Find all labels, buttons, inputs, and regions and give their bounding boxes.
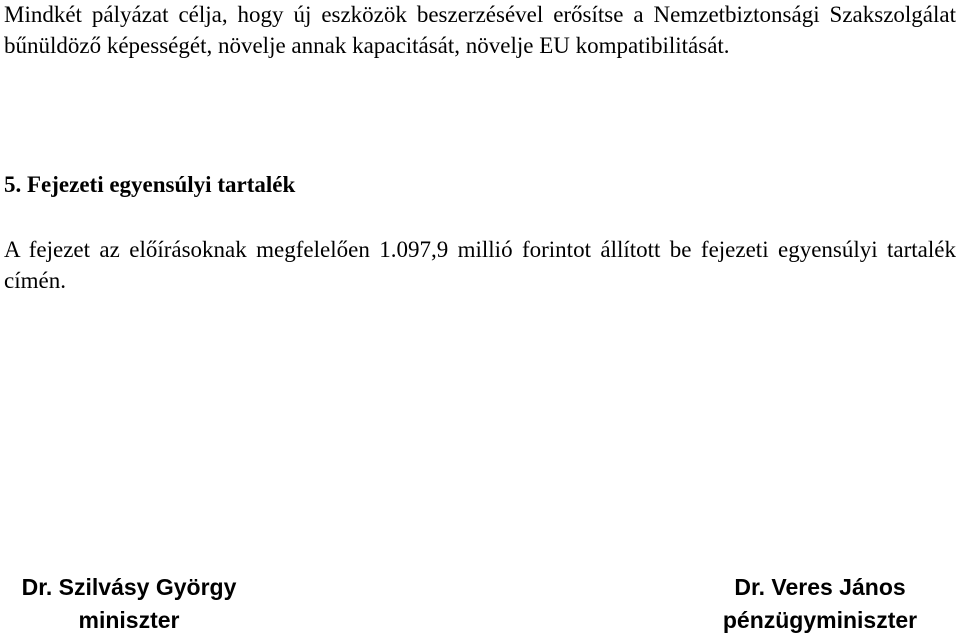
signatory-title-left: miniszter <box>78 607 180 633</box>
signatory-title-right: pénzügyminiszter <box>722 607 918 633</box>
signature-block-left <box>0 571 258 637</box>
signatory-name-right: Dr. Veres János <box>734 574 906 600</box>
signature-block-right <box>700 571 940 637</box>
section-heading: 5. Fejezeti egyensúlyi tartalék <box>4 172 296 197</box>
signatory-name-left: Dr. Szilvásy György <box>21 574 237 600</box>
body-paragraph-2: A fejezet az előírásoknak megfelelően 1.097,9 millió forintot állított be fejezeti egyensúlyi tartalék címén. <box>4 237 956 293</box>
body-paragraph-1: Mindkét pályázat célja, hogy új eszközök beszerzésével erősítse a Nemzetbiztonsági Szakszolgálat bűnüldöző képességét, növelje annak kapacitását, növelje EU kompatibilitását. <box>4 2 956 58</box>
